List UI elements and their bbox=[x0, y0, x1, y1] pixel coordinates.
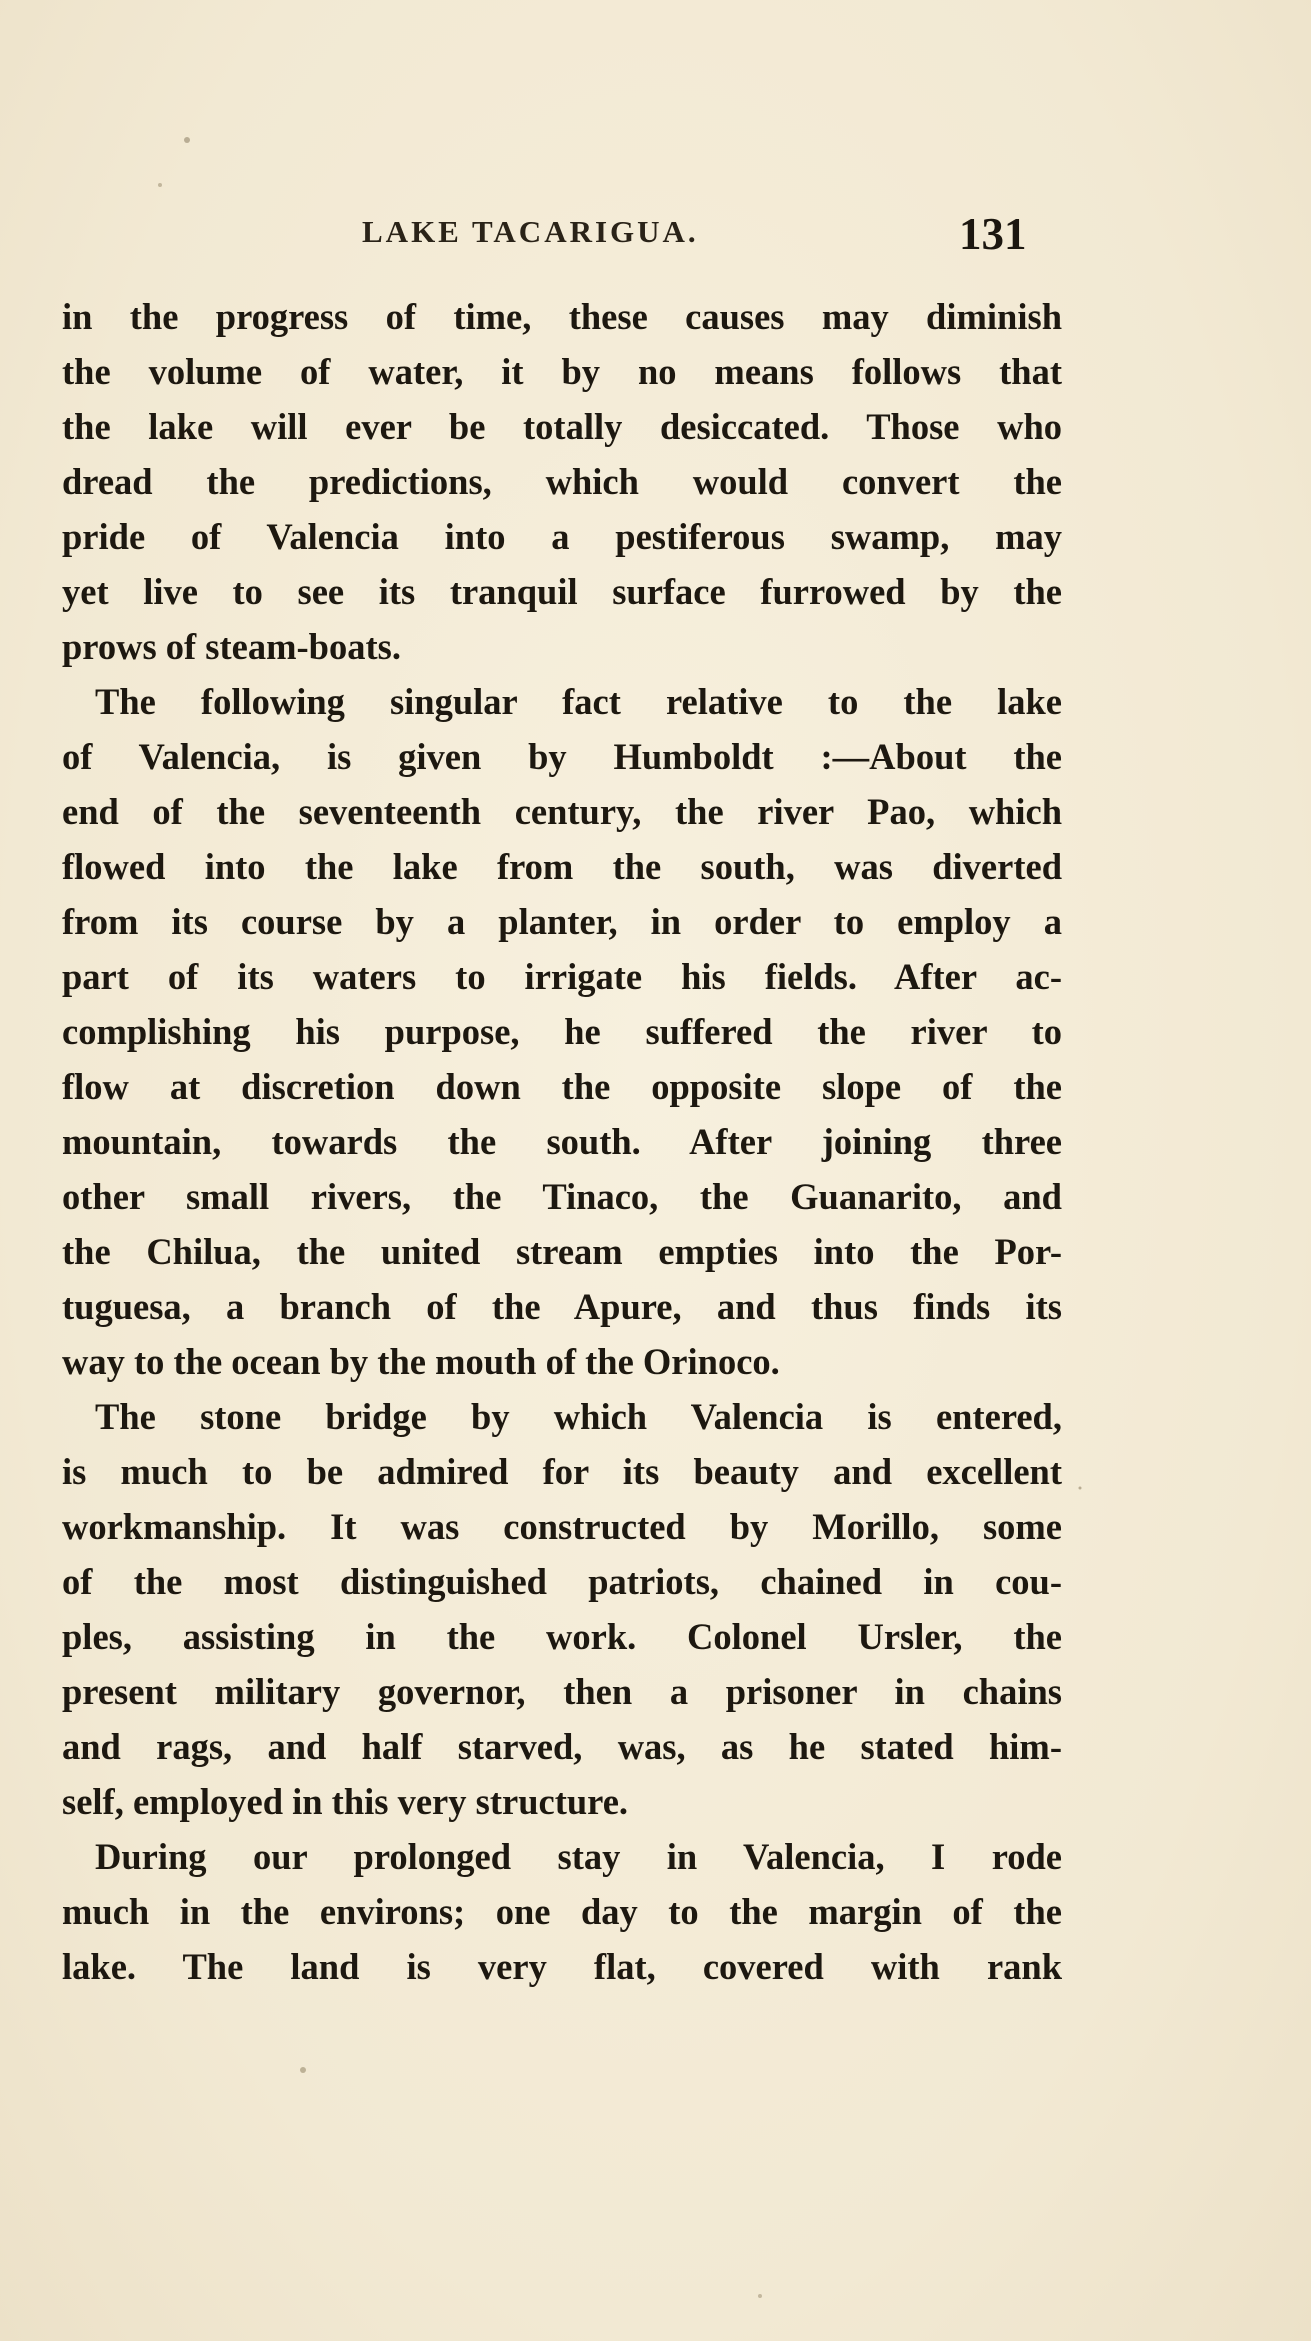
text-line: tuguesa, a branch of the Apure, and thus finds its bbox=[62, 1286, 1062, 1327]
paper-speck bbox=[184, 137, 190, 143]
text-line: from its course by a planter, in order to employ a bbox=[62, 901, 1062, 942]
text-line: end of the seventeenth century, the river Pao, which bbox=[62, 791, 1062, 832]
text-line: flowed into the lake from the south, was diverted bbox=[62, 846, 1062, 887]
running-title: LAKE TACARIGUA. bbox=[362, 214, 699, 249]
text-line: much in the environs; one day to the margin of the bbox=[62, 1891, 1062, 1932]
body-text bbox=[62, 289, 1062, 1994]
text-line: present military governor, then a prisoner in chains bbox=[62, 1671, 1062, 1712]
paper-speck bbox=[1079, 1487, 1082, 1490]
text-line: the volume of water, it by no means follows that bbox=[62, 351, 1062, 392]
page-number: 131 bbox=[959, 209, 1027, 259]
text-line: the lake will ever be totally desiccated. Those who bbox=[62, 406, 1062, 447]
text-line: self, employed in this very structure. bbox=[62, 1781, 629, 1822]
text-line: lake. The land is very flat, covered with rank bbox=[62, 1946, 1062, 1987]
text-line: yet live to see its tranquil surface furrowed by the bbox=[62, 571, 1062, 612]
paper-speck bbox=[758, 2294, 762, 2298]
text-line: in the progress of time, these causes may diminish bbox=[62, 296, 1062, 337]
text-line: the Chilua, the united stream empties into the Por- bbox=[62, 1231, 1062, 1272]
paragraph-start-line: The stone bridge by which Valencia is entered, bbox=[95, 1396, 1062, 1437]
text-line: and rags, and half starved, was, as he stated him- bbox=[62, 1726, 1062, 1767]
text-line: of Valencia, is given by Humboldt :—About the bbox=[62, 736, 1062, 777]
paper-speck bbox=[300, 2067, 306, 2073]
text-line: mountain, towards the south. After joining three bbox=[62, 1121, 1062, 1162]
paragraph-start-line: During our prolonged stay in Valencia, I rode bbox=[95, 1836, 1062, 1877]
text-line: prows of steam-boats. bbox=[62, 626, 401, 667]
text-line: pride of Valencia into a pestiferous swamp, may bbox=[62, 516, 1062, 557]
text-line: flow at discretion down the opposite slope of the bbox=[62, 1066, 1062, 1107]
text-line: is much to be admired for its beauty and excellent bbox=[62, 1451, 1062, 1492]
page-header bbox=[62, 208, 1062, 258]
paper-speck bbox=[158, 183, 162, 187]
text-line: of the most distinguished patriots, chained in cou- bbox=[62, 1561, 1062, 1602]
text-line: part of its waters to irrigate his fields. After ac- bbox=[62, 956, 1062, 997]
paragraph-start-line: The following singular fact relative to the lake bbox=[95, 681, 1062, 722]
text-line: ples, assisting in the work. Colonel Ursler, the bbox=[62, 1616, 1062, 1657]
text-line: complishing his purpose, he suffered the river to bbox=[62, 1011, 1062, 1052]
text-line: workmanship. It was constructed by Morillo, some bbox=[62, 1506, 1062, 1547]
text-line: dread the predictions, which would convert the bbox=[62, 461, 1062, 502]
text-line: other small rivers, the Tinaco, the Guanarito, and bbox=[62, 1176, 1062, 1217]
text-line: way to the ocean by the mouth of the Orinoco. bbox=[62, 1341, 780, 1382]
